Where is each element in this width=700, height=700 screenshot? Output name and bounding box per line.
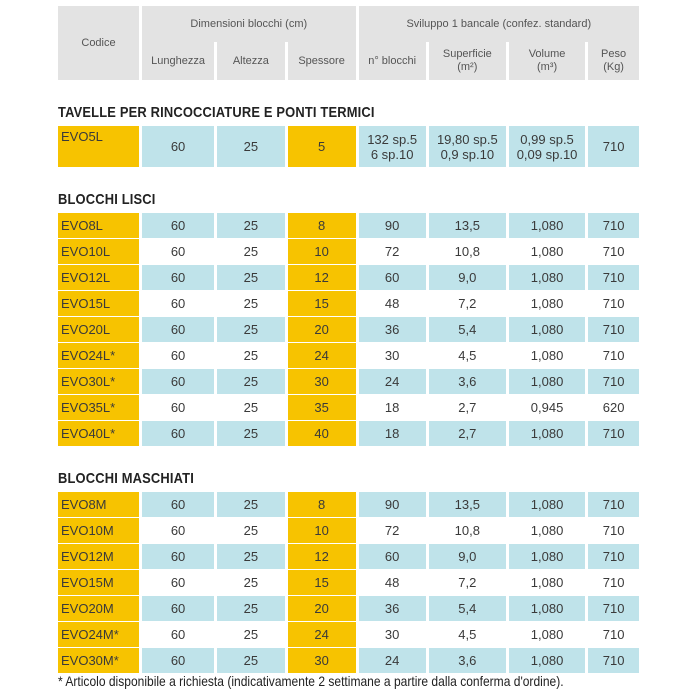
cell-n-blocchi: 90: [359, 212, 426, 238]
cell-codice: EVO30L*: [58, 368, 139, 394]
cell-lunghezza: 60: [142, 368, 214, 394]
table-row: [58, 342, 639, 368]
cell-altezza: 25: [217, 264, 284, 290]
cell-spessore: 10: [288, 238, 356, 264]
cell-peso: 710: [588, 569, 639, 595]
cell-lunghezza: 60: [142, 316, 214, 342]
cell-volume: 1,080: [509, 543, 585, 569]
cell-peso: 620: [588, 394, 639, 420]
header-superficie-label: Superficie: [442, 48, 492, 60]
table-row: [58, 647, 639, 673]
cell-peso: 710: [588, 264, 639, 290]
cell-volume-line: 0,99 sp.5: [520, 131, 574, 147]
cell-spessore: 15: [288, 569, 356, 595]
cell-volume: 1,080: [509, 647, 585, 673]
cell-lunghezza: 60: [142, 647, 214, 673]
header-sviluppo: Sviluppo 1 bancale (confez. standard): [359, 6, 639, 42]
cell-volume: 1,080: [509, 368, 585, 394]
cell-altezza: 25: [217, 569, 284, 595]
cell-altezza: 25: [217, 290, 284, 316]
table-row: [58, 125, 639, 167]
cell-superficie: 13,5: [429, 491, 506, 517]
cell-spessore: 30: [288, 647, 356, 673]
cell-volume: 1,080: [509, 491, 585, 517]
section-title: BLOCCHI MASCHIATI: [58, 470, 194, 487]
cell-altezza: 25: [217, 394, 284, 420]
cell-altezza: 25: [217, 368, 284, 394]
cell-altezza: 25: [217, 543, 284, 569]
table-row: [58, 569, 639, 595]
table-row: [58, 517, 639, 543]
cell-codice: EVO8L: [58, 212, 139, 238]
section-header: [58, 167, 639, 212]
cell-altezza: 25: [217, 238, 284, 264]
cell-peso: 710: [588, 621, 639, 647]
cell-altezza: 25: [217, 647, 284, 673]
cell-spessore: 40: [288, 420, 356, 446]
cell-n-blocchi: 24: [359, 368, 426, 394]
cell-n-blocchi: 48: [359, 290, 426, 316]
cell-superficie: [429, 125, 506, 167]
cell-altezza: 25: [217, 342, 284, 368]
cell-volume: 1,080: [509, 264, 585, 290]
cell-codice: EVO15L: [58, 290, 139, 316]
cell-superficie: 5,4: [429, 595, 506, 621]
cell-codice: EVO5L: [58, 125, 139, 167]
cell-peso: 710: [588, 238, 639, 264]
cell-spessore: 24: [288, 621, 356, 647]
cell-spessore: 12: [288, 543, 356, 569]
footnote: * Articolo disponibile a richiesta (indicativamente 2 settimane a partire dalla conferma d'ordine).: [58, 673, 564, 689]
cell-n-blocchi: 18: [359, 394, 426, 420]
cell-spessore: 24: [288, 342, 356, 368]
cell-superficie: 7,2: [429, 290, 506, 316]
table-row: [58, 368, 639, 394]
cell-superficie: 2,7: [429, 394, 506, 420]
cell-spessore: 8: [288, 491, 356, 517]
cell-spessore: 5: [288, 125, 356, 167]
cell-codice: EVO10M: [58, 517, 139, 543]
header-peso: [588, 42, 639, 80]
cell-volume: 1,080: [509, 238, 585, 264]
cell-codice: EVO20L: [58, 316, 139, 342]
cell-spessore: 12: [288, 264, 356, 290]
section-header-cell: [58, 80, 639, 125]
cell-volume: 1,080: [509, 290, 585, 316]
table-row: [58, 543, 639, 569]
section-title: BLOCCHI LISCI: [58, 191, 156, 208]
cell-lunghezza: 60: [142, 125, 214, 167]
section-header-cell: [58, 446, 639, 491]
cell-n-blocchi-line: 132 sp.5: [367, 131, 418, 147]
cell-n-blocchi: 30: [359, 621, 426, 647]
cell-lunghezza: 60: [142, 238, 214, 264]
cell-n-blocchi: 72: [359, 517, 426, 543]
cell-superficie: 9,0: [429, 264, 506, 290]
cell-volume: 1,080: [509, 316, 585, 342]
cell-n-blocchi: 90: [359, 491, 426, 517]
table-row: [58, 595, 639, 621]
table-row: [58, 621, 639, 647]
cell-volume: 1,080: [509, 569, 585, 595]
cell-volume-line: 0,09 sp.10: [516, 146, 578, 162]
cell-n-blocchi: 18: [359, 420, 426, 446]
cell-superficie: 3,6: [429, 647, 506, 673]
cell-lunghezza: 60: [142, 394, 214, 420]
table-row: [58, 316, 639, 342]
cell-altezza: 25: [217, 517, 284, 543]
cell-volume: 1,080: [509, 212, 585, 238]
cell-altezza: 25: [217, 420, 284, 446]
header-altezza: Altezza: [217, 42, 284, 80]
cell-volume: [509, 125, 585, 167]
cell-lunghezza: 60: [142, 342, 214, 368]
cell-spessore: 20: [288, 316, 356, 342]
cell-peso: 710: [588, 316, 639, 342]
cell-altezza: 25: [217, 125, 284, 167]
cell-codice: EVO12L: [58, 264, 139, 290]
cell-superficie-line: 0,9 sp.10: [440, 146, 495, 162]
cell-lunghezza: 60: [142, 517, 214, 543]
cell-altezza: 25: [217, 621, 284, 647]
header-lunghezza: Lunghezza: [142, 42, 214, 80]
cell-n-blocchi-line: 6 sp.10: [370, 146, 414, 162]
cell-superficie: 2,7: [429, 420, 506, 446]
cell-altezza: 25: [217, 491, 284, 517]
cell-lunghezza: 60: [142, 491, 214, 517]
cell-n-blocchi: 36: [359, 316, 426, 342]
cell-lunghezza: 60: [142, 543, 214, 569]
cell-peso: 710: [588, 595, 639, 621]
header-n-blocchi: n° blocchi: [359, 42, 426, 80]
cell-volume: 1,080: [509, 517, 585, 543]
cell-lunghezza: 60: [142, 621, 214, 647]
cell-codice: EVO24L*: [58, 342, 139, 368]
section-title: TAVELLE PER RINCOCCIATURE E PONTI TERMICI: [58, 104, 375, 121]
cell-superficie: 13,5: [429, 212, 506, 238]
header-peso-label: Peso: [601, 48, 627, 60]
cell-codice: EVO20M: [58, 595, 139, 621]
cell-spessore: 10: [288, 517, 356, 543]
cell-n-blocchi: 48: [359, 569, 426, 595]
cell-volume: 1,080: [509, 621, 585, 647]
cell-peso: 710: [588, 125, 639, 167]
cell-n-blocchi: 30: [359, 342, 426, 368]
cell-altezza: 25: [217, 212, 284, 238]
cell-codice: EVO8M: [58, 491, 139, 517]
cell-peso: 710: [588, 368, 639, 394]
cell-superficie-line: 19,80 sp.5: [436, 131, 498, 147]
cell-codice: EVO10L: [58, 238, 139, 264]
cell-spessore: 35: [288, 394, 356, 420]
cell-lunghezza: 60: [142, 212, 214, 238]
table-header-row-columns: [58, 42, 639, 80]
cell-codice: EVO35L*: [58, 394, 139, 420]
cell-codice: EVO12M: [58, 543, 139, 569]
table-row: [58, 290, 639, 316]
cell-peso: 710: [588, 647, 639, 673]
cell-lunghezza: 60: [142, 420, 214, 446]
cell-altezza: 25: [217, 316, 284, 342]
cell-codice: EVO15M: [58, 569, 139, 595]
cell-peso: 710: [588, 543, 639, 569]
cell-lunghezza: 60: [142, 290, 214, 316]
table-row: [58, 420, 639, 446]
cell-codice: EVO40L*: [58, 420, 139, 446]
product-table-page: [58, 6, 642, 673]
cell-peso: 710: [588, 420, 639, 446]
cell-superficie: 10,8: [429, 517, 506, 543]
cell-superficie: 10,8: [429, 238, 506, 264]
cell-peso: 710: [588, 491, 639, 517]
cell-n-blocchi: 60: [359, 543, 426, 569]
header-superficie: [429, 42, 506, 80]
cell-spessore: 8: [288, 212, 356, 238]
cell-superficie: 5,4: [429, 316, 506, 342]
header-codice: Codice: [58, 6, 139, 80]
cell-volume: 0,945: [509, 394, 585, 420]
cell-lunghezza: 60: [142, 595, 214, 621]
cell-n-blocchi: 36: [359, 595, 426, 621]
cell-n-blocchi: 24: [359, 647, 426, 673]
table-row: [58, 212, 639, 238]
cell-lunghezza: 60: [142, 569, 214, 595]
table-header-row-groups: [58, 6, 639, 42]
header-volume: [509, 42, 585, 80]
cell-superficie: 9,0: [429, 543, 506, 569]
cell-superficie: 7,2: [429, 569, 506, 595]
product-table: [55, 6, 642, 673]
cell-altezza: 25: [217, 595, 284, 621]
header-volume-unit: (m³): [536, 61, 558, 73]
cell-volume: 1,080: [509, 342, 585, 368]
cell-peso: 710: [588, 342, 639, 368]
cell-peso: 710: [588, 290, 639, 316]
cell-n-blocchi: 60: [359, 264, 426, 290]
header-spessore: Spessore: [288, 42, 356, 80]
cell-peso: 710: [588, 212, 639, 238]
cell-n-blocchi: [359, 125, 426, 167]
cell-peso: 710: [588, 517, 639, 543]
table-row: [58, 394, 639, 420]
section-header: [58, 80, 639, 125]
cell-spessore: 15: [288, 290, 356, 316]
cell-superficie: 4,5: [429, 342, 506, 368]
header-volume-label: Volume: [528, 48, 566, 60]
cell-spessore: 20: [288, 595, 356, 621]
cell-n-blocchi: 72: [359, 238, 426, 264]
cell-lunghezza: 60: [142, 264, 214, 290]
table-row: [58, 264, 639, 290]
cell-superficie: 4,5: [429, 621, 506, 647]
cell-volume: 1,080: [509, 420, 585, 446]
header-dimensioni: Dimensioni blocchi (cm): [142, 6, 356, 42]
table-row: [58, 491, 639, 517]
header-peso-unit: (Kg): [603, 61, 624, 73]
cell-codice: EVO30M*: [58, 647, 139, 673]
section-header: [58, 446, 639, 491]
section-header-cell: [58, 167, 639, 212]
header-superficie-unit: (m²): [457, 61, 478, 73]
cell-volume: 1,080: [509, 595, 585, 621]
cell-codice: EVO24M*: [58, 621, 139, 647]
table-row: [58, 238, 639, 264]
cell-spessore: 30: [288, 368, 356, 394]
cell-superficie: 3,6: [429, 368, 506, 394]
